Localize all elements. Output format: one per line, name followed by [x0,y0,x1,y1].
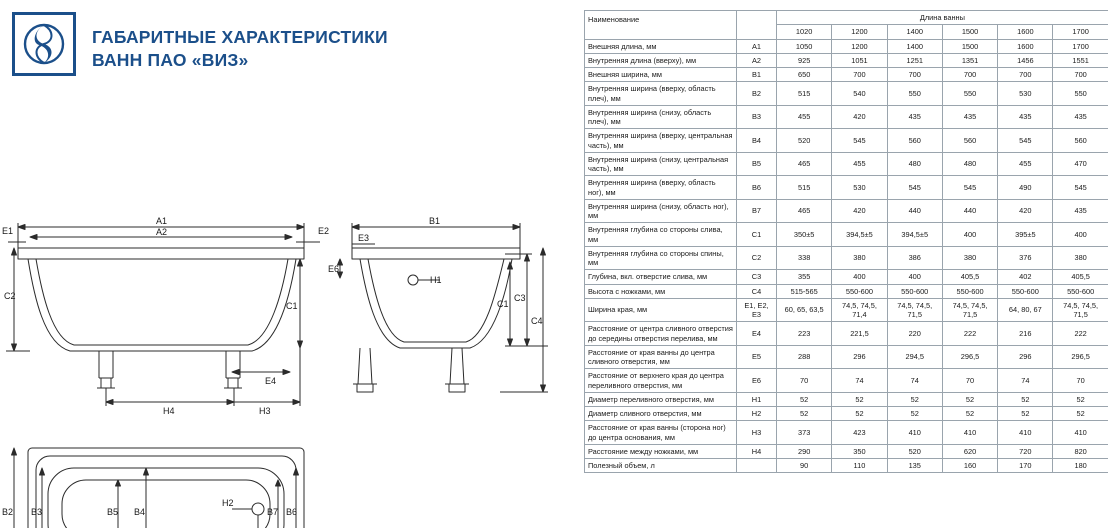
row-value: 380 [1053,246,1108,270]
row-value: 550-600 [832,284,887,298]
row-value: 490 [998,176,1053,200]
table-row [585,444,1109,458]
table-row [585,176,1109,200]
document-header [0,0,575,96]
row-value: 435 [887,105,942,129]
row-value: 560 [942,129,997,153]
header-code [737,11,777,40]
row-value: 290 [777,444,832,458]
row-value: 530 [998,82,1053,106]
row-name: Ширина края, мм [585,298,737,322]
row-value: 350±5 [777,223,832,247]
row-value: 386 [887,246,942,270]
row-value: 74 [998,369,1053,393]
table-row [585,421,1109,445]
row-value: 455 [832,152,887,176]
label-B1: B1 [429,216,441,226]
row-value: 52 [1053,407,1108,421]
row-code: H2 [737,407,777,421]
row-value: 1500 [942,39,997,53]
row-value: 545 [998,129,1053,153]
row-name: Глубина, вкл. отверстие слива, мм [585,270,737,284]
row-value: 74 [832,369,887,393]
row-code: E6 [737,369,777,393]
row-value: 1050 [777,39,832,53]
row-value: 720 [998,444,1053,458]
row-value: 74,5, 74,5, 71,5 [887,298,942,322]
row-value: 222 [1053,322,1108,346]
row-value: 545 [832,129,887,153]
label-H1: H1 [430,275,442,285]
page-title-line2: ВАНН ПАО «ВИЗ» [92,50,249,71]
table-row [585,68,1109,82]
row-value: 700 [998,68,1053,82]
table-body [585,39,1109,473]
row-value: 545 [1053,176,1108,200]
row-name: Внутренняя ширина (снизу, область плеч), мм [585,105,737,129]
row-code: A2 [737,53,777,67]
label-B5: B5 [107,507,119,517]
row-value: 620 [942,444,997,458]
label-E3: E3 [358,233,370,243]
table-row [585,129,1109,153]
label-B6: B6 [286,507,298,517]
header-size-1200: 1200 [832,25,887,39]
row-value: 221,5 [832,322,887,346]
row-value: 420 [998,199,1053,223]
row-value: 380 [832,246,887,270]
row-value: 296 [832,345,887,369]
label-B2: B2 [2,507,14,517]
row-value: 700 [832,68,887,82]
row-value: 530 [832,176,887,200]
row-value: 52 [942,392,997,406]
row-value: 400 [832,270,887,284]
row-name: Внутренняя ширина (снизу, область ног), мм [585,199,737,223]
row-name: Внутренняя глубина со стороны слива, мм [585,223,737,247]
row-value: 420 [832,199,887,223]
row-name: Внутренняя глубина со стороны спины, мм [585,246,737,270]
row-value: 74,5, 74,5, 71,5 [1053,298,1108,322]
label-E6: E6 [328,264,340,274]
header-naimenovanie: Наименование [585,11,737,40]
row-value: 515-565 [777,284,832,298]
row-value: 423 [832,421,887,445]
label-E1: E1 [2,226,14,236]
row-value: 400 [887,270,942,284]
label-B3: B3 [31,507,43,517]
row-code: B5 [737,152,777,176]
row-name: Внутренняя ширина (вверху, область ног), мм [585,176,737,200]
row-value: 52 [777,392,832,406]
row-value: 435 [1053,105,1108,129]
row-code: B1 [737,68,777,82]
row-value: 550 [887,82,942,106]
row-value: 1351 [942,53,997,67]
table-row [585,284,1109,298]
row-value: 1051 [832,53,887,67]
row-value: 402 [998,270,1053,284]
label-E4: E4 [265,376,277,386]
row-value: 1700 [1053,39,1108,53]
row-value: 52 [777,407,832,421]
row-value: 650 [777,68,832,82]
row-value: 465 [777,152,832,176]
row-code [737,459,777,473]
row-value: 400 [1053,223,1108,247]
row-value: 455 [998,152,1053,176]
row-value: 515 [777,82,832,106]
row-value: 470 [1053,152,1108,176]
row-value: 288 [777,345,832,369]
row-value: 220 [887,322,942,346]
row-code: H1 [737,392,777,406]
row-name: Внешняя ширина, мм [585,68,737,82]
table-row [585,392,1109,406]
label-A1: A1 [156,216,168,226]
page-title-line1: ГАБАРИТНЫЕ ХАРАКТЕРИСТИКИ [92,27,388,47]
row-value: 52 [1053,392,1108,406]
row-name: Внутренняя ширина (вверху, центральная часть), мм [585,129,737,153]
row-value: 925 [777,53,832,67]
label-B4: B4 [134,507,146,517]
row-value: 294,5 [887,345,942,369]
row-name: Диаметр сливного отверстия, мм [585,407,737,421]
header-size-1400: 1400 [887,25,942,39]
row-value: 74,5, 74,5, 71,4 [832,298,887,322]
row-name: Внешняя длина, мм [585,39,737,53]
row-value: 1200 [832,39,887,53]
label-C2: C2 [4,291,16,301]
row-name: Расстояние от края ванны (сторона ног) до центра основания, мм [585,421,737,445]
row-value: 52 [832,407,887,421]
row-value: 70 [1053,369,1108,393]
row-value: 400 [942,223,997,247]
row-value: 135 [887,459,942,473]
row-value: 52 [998,407,1053,421]
row-code: B4 [737,129,777,153]
row-value: 550-600 [998,284,1053,298]
label-C1-side: C1 [286,301,298,311]
row-value: 296,5 [942,345,997,369]
table-row [585,223,1109,247]
row-code: B7 [737,199,777,223]
row-name: Расстояние от края ванны до центра сливного отверстия, мм [585,345,737,369]
table-header-row-1 [585,11,1109,25]
row-value: 520 [777,129,832,153]
row-value: 550-600 [1053,284,1108,298]
row-value: 222 [942,322,997,346]
row-code: C1 [737,223,777,247]
row-value: 170 [998,459,1053,473]
row-value: 700 [942,68,997,82]
row-value: 435 [998,105,1053,129]
row-value: 296 [998,345,1053,369]
row-value: 560 [1053,129,1108,153]
row-value: 90 [777,459,832,473]
row-name: Высота с ножками, мм [585,284,737,298]
row-code: C4 [737,284,777,298]
row-value: 1251 [887,53,942,67]
technical-drawings [0,96,575,528]
label-C3: C3 [514,293,526,303]
table-row [585,270,1109,284]
row-value: 405,5 [1053,270,1108,284]
row-value: 420 [832,105,887,129]
table-row [585,53,1109,67]
row-code: B2 [737,82,777,106]
row-value: 1400 [887,39,942,53]
table-row [585,152,1109,176]
row-value: 820 [1053,444,1108,458]
header-size-1020: 1020 [777,25,832,39]
label-B7: B7 [267,507,279,517]
table-row [585,407,1109,421]
row-value: 440 [887,199,942,223]
row-value: 60, 65, 63,5 [777,298,832,322]
row-value: 373 [777,421,832,445]
row-value: 52 [887,392,942,406]
table-head [585,11,1109,40]
row-value: 550 [1053,82,1108,106]
table-row [585,298,1109,322]
table-row [585,369,1109,393]
row-value: 560 [887,129,942,153]
row-value: 394,5±5 [887,223,942,247]
row-value: 435 [1053,199,1108,223]
row-value: 223 [777,322,832,346]
row-value: 52 [832,392,887,406]
table-row [585,459,1109,473]
row-value: 700 [887,68,942,82]
label-A2: A2 [156,227,168,237]
row-value: 455 [777,105,832,129]
row-value: 338 [777,246,832,270]
row-value: 394,5±5 [832,223,887,247]
row-value: 70 [777,369,832,393]
row-value: 74,5, 74,5, 71,5 [942,298,997,322]
label-C4: C4 [531,316,543,326]
row-value: 550-600 [942,284,997,298]
row-name: Полезный объем, л [585,459,737,473]
row-value: 435 [942,105,997,129]
row-value: 1551 [1053,53,1108,67]
row-value: 410 [1053,421,1108,445]
row-value: 216 [998,322,1053,346]
row-value: 550-600 [887,284,942,298]
table-row [585,199,1109,223]
row-name: Расстояние от верхнего края до центра переливного отверстия, мм [585,369,737,393]
row-code: B3 [737,105,777,129]
row-value: 180 [1053,459,1108,473]
row-value: 74 [887,369,942,393]
table-row [585,39,1109,53]
row-code: B6 [737,176,777,200]
row-name: Расстояние от центра сливного отверстия до середины отверстия перелива, мм [585,322,737,346]
row-value: 160 [942,459,997,473]
table-row [585,246,1109,270]
row-value: 1456 [998,53,1053,67]
row-code: A1 [737,39,777,53]
row-value: 405,5 [942,270,997,284]
row-value: 545 [942,176,997,200]
row-value: 70 [942,369,997,393]
row-value: 410 [887,421,942,445]
row-value: 110 [832,459,887,473]
row-value: 480 [942,152,997,176]
row-value: 350 [832,444,887,458]
row-value: 376 [998,246,1053,270]
row-value: 64, 80, 67 [998,298,1053,322]
row-value: 410 [942,421,997,445]
row-code: C2 [737,246,777,270]
row-value: 465 [777,199,832,223]
row-value: 52 [887,407,942,421]
header-size-1600: 1600 [998,25,1053,39]
row-value: 395±5 [998,223,1053,247]
table-row [585,322,1109,346]
header-size-1500: 1500 [942,25,997,39]
table-row [585,105,1109,129]
header-bath-length: Длина ванны [777,11,1109,25]
row-code: H3 [737,421,777,445]
row-value: 700 [1053,68,1108,82]
viz-logo [12,12,76,76]
row-name: Внутренняя ширина (снизу, центральная часть), мм [585,152,737,176]
row-value: 440 [942,199,997,223]
row-code: E4 [737,322,777,346]
row-code: C3 [737,270,777,284]
page-title [92,26,562,72]
specification-table-wrap [584,10,1108,528]
label-H3: H3 [259,406,271,416]
label-H2: H2 [222,498,234,508]
row-name: Внутренняя длина (вверху), мм [585,53,737,67]
row-name: Диаметр переливного отверстия, мм [585,392,737,406]
row-value: 545 [887,176,942,200]
row-value: 480 [887,152,942,176]
row-name: Расстояние между ножками, мм [585,444,737,458]
row-value: 520 [887,444,942,458]
specification-table [584,10,1108,473]
row-value: 296,5 [1053,345,1108,369]
label-H4: H4 [163,406,175,416]
row-value: 355 [777,270,832,284]
row-code: E1, E2, E3 [737,298,777,322]
row-code: E5 [737,345,777,369]
row-value: 540 [832,82,887,106]
row-value: 515 [777,176,832,200]
row-value: 550 [942,82,997,106]
row-value: 410 [998,421,1053,445]
row-value: 52 [942,407,997,421]
table-row [585,345,1109,369]
label-C1-end: C1 [497,299,509,309]
label-E2: E2 [318,226,330,236]
header-size-1700: 1700 [1053,25,1108,39]
row-value: 1600 [998,39,1053,53]
row-code: H4 [737,444,777,458]
table-row [585,82,1109,106]
row-name: Внутренняя ширина (вверху, область плеч), мм [585,82,737,106]
row-value: 380 [942,246,997,270]
row-value: 52 [998,392,1053,406]
